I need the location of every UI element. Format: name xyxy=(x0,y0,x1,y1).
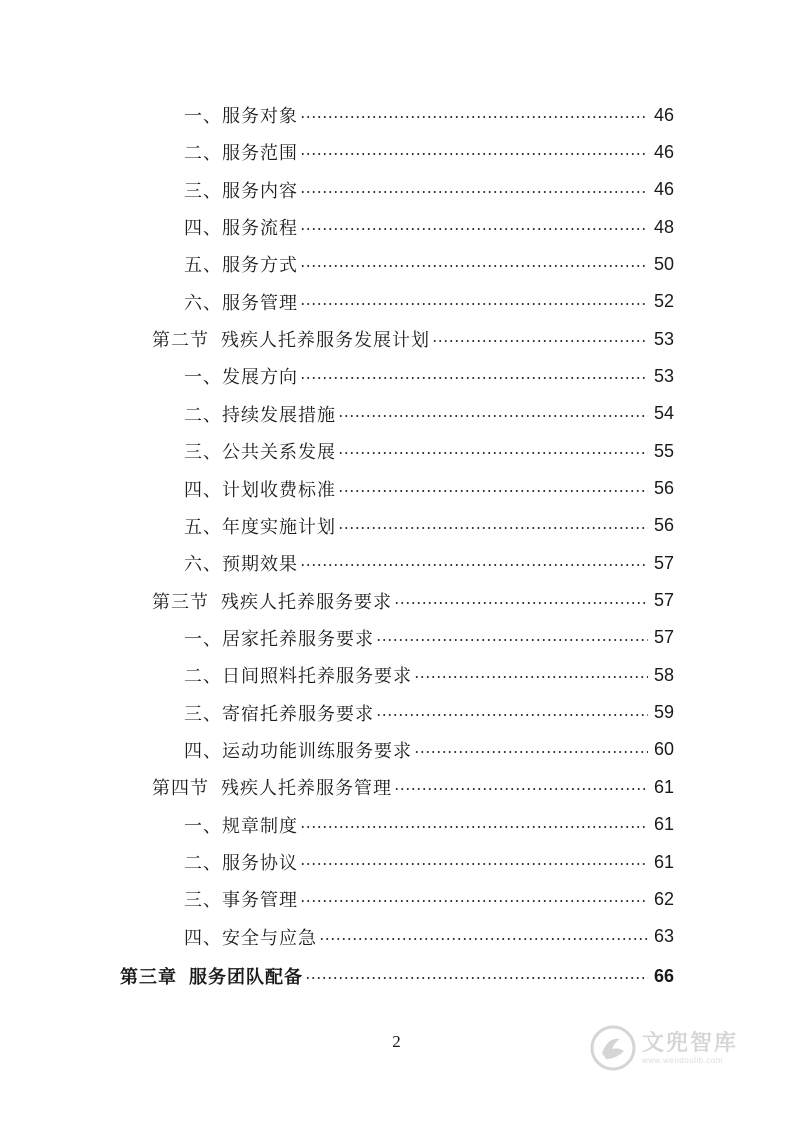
toc-entry[interactable] xyxy=(184,100,674,130)
toc-entry-title: 服务对象 xyxy=(222,106,298,127)
toc-entry[interactable] xyxy=(184,847,674,877)
toc-entry-label xyxy=(184,886,298,912)
toc-entry-number: 五、 xyxy=(184,516,222,538)
toc-entry-number: 三、 xyxy=(184,180,222,202)
toc-entry[interactable] xyxy=(120,961,674,991)
toc-dot-leader xyxy=(305,977,648,979)
toc-entry-label xyxy=(184,214,298,240)
toc-entry-label xyxy=(152,588,392,614)
toc-entry-number: 四、 xyxy=(184,927,222,949)
toc-entry-label xyxy=(184,251,298,277)
toc-entry-number: 二、 xyxy=(184,143,222,165)
toc-dot-leader xyxy=(319,938,648,940)
toc-entry-title: 寄宿托养服务要求 xyxy=(222,703,374,725)
toc-entry-title: 残疾人托养服务管理 xyxy=(221,778,392,800)
toc-entry[interactable] xyxy=(184,698,674,728)
toc-entry-title: 服务流程 xyxy=(222,218,298,240)
toc-dot-leader xyxy=(338,415,648,417)
toc-entry-label xyxy=(184,700,374,726)
toc-entry-title: 规章制度 xyxy=(222,815,298,837)
toc-entry-number: 第三章 xyxy=(120,967,177,989)
toc-dot-leader xyxy=(338,527,648,529)
toc-entry-title: 年度实施计划 xyxy=(222,516,336,538)
toc-dot-leader xyxy=(376,639,648,641)
toc-entry-title: 居家托养服务要求 xyxy=(222,628,374,650)
toc-entry-label xyxy=(184,102,298,128)
toc-entry[interactable] xyxy=(184,660,674,690)
watermark-url: www.wendoulib.com xyxy=(642,1055,723,1065)
toc-entry-label xyxy=(184,438,336,464)
toc-entry-label xyxy=(120,963,303,989)
toc-entry-number: 第四节 xyxy=(152,778,209,800)
toc-entry-label xyxy=(184,849,298,875)
toc-dot-leader xyxy=(300,265,648,267)
toc-entry-number: 四、 xyxy=(184,479,222,501)
toc-dot-leader xyxy=(376,714,648,716)
toc-entry[interactable] xyxy=(184,884,674,914)
toc-entry-page: 55 xyxy=(653,440,674,461)
toc-entry[interactable] xyxy=(184,922,674,952)
toc-dot-leader xyxy=(300,377,648,379)
toc-entry-label xyxy=(184,625,374,651)
toc-entry-title: 服务团队配备 xyxy=(189,967,303,989)
toc-entry-page: 62 xyxy=(653,888,674,909)
toc-entry[interactable] xyxy=(184,287,674,317)
toc-entry[interactable] xyxy=(184,361,674,391)
toc-entry-title: 发展方向 xyxy=(222,367,298,389)
toc-entry-label xyxy=(152,774,392,800)
toc-entry-label xyxy=(184,363,298,389)
toc-entry-label xyxy=(184,513,336,539)
toc-entry-number: 二、 xyxy=(184,666,222,688)
toc-entry-label xyxy=(184,550,298,576)
toc-entry-page: 46 xyxy=(653,104,674,125)
toc-dot-leader xyxy=(338,490,648,492)
toc-entry-label xyxy=(184,662,412,688)
toc-entry-label xyxy=(184,139,298,165)
toc-entry-title: 服务管理 xyxy=(222,292,298,314)
page-number: 2 xyxy=(392,1032,401,1051)
toc-entry-page: 46 xyxy=(653,141,674,162)
toc-entry-title: 残疾人托养服务要求 xyxy=(221,591,392,613)
toc-entry-title: 日间照料托养服务要求 xyxy=(222,666,412,688)
toc-entry-page: 58 xyxy=(653,664,674,685)
toc-entry-number: 六、 xyxy=(184,554,222,576)
toc-entry-number: 六、 xyxy=(184,292,222,314)
toc-entry-page: 46 xyxy=(653,179,674,200)
toc-entry[interactable] xyxy=(152,586,674,616)
watermark xyxy=(590,1022,770,1074)
toc-entry-label xyxy=(152,326,430,352)
toc-entry-page: 57 xyxy=(653,627,674,648)
toc-entry[interactable] xyxy=(184,623,674,653)
toc-entry-number: 第三节 xyxy=(152,591,209,613)
toc-dot-leader xyxy=(300,564,648,566)
toc-dot-leader xyxy=(300,191,648,193)
toc-entry-title: 公共关系发展 xyxy=(222,442,336,464)
toc-entry-title: 预期效果 xyxy=(222,554,298,576)
toc-dot-leader xyxy=(300,303,648,305)
toc-entry-label xyxy=(184,177,298,203)
toc-entry-number: 三、 xyxy=(184,890,222,912)
toc-entry-page: 48 xyxy=(653,216,674,237)
toc-dot-leader xyxy=(300,863,648,865)
toc-entry-number: 三、 xyxy=(184,442,222,464)
toc-entry-label xyxy=(184,737,412,763)
toc-entry-page: 61 xyxy=(653,814,674,835)
toc-dot-leader xyxy=(394,788,648,790)
toc-entry-title: 运动功能训练服务要求 xyxy=(222,740,412,762)
toc-entry-page: 66 xyxy=(653,965,674,986)
toc-entry[interactable] xyxy=(184,474,674,504)
toc-entry-page: 60 xyxy=(653,739,674,760)
toc-entry-title: 安全与应急 xyxy=(222,927,317,949)
toc-entry-page: 63 xyxy=(653,926,674,947)
toc-entry[interactable] xyxy=(184,436,674,466)
toc-entry-label xyxy=(184,476,336,502)
toc-dot-leader xyxy=(338,452,648,454)
toc-entry[interactable] xyxy=(184,735,674,765)
toc-dot-leader xyxy=(414,676,648,678)
toc-entry[interactable] xyxy=(184,548,674,578)
toc-dot-leader xyxy=(300,826,648,828)
toc-entry-label xyxy=(184,289,298,315)
toc-entry-number: 五、 xyxy=(184,255,222,277)
toc-entry[interactable] xyxy=(184,399,674,429)
toc-entry-page: 57 xyxy=(653,590,674,611)
toc-dot-leader xyxy=(394,602,648,604)
toc-dot-leader xyxy=(414,751,648,753)
toc-entry-number: 一、 xyxy=(184,367,222,389)
toc-entry-page: 53 xyxy=(653,365,674,386)
toc-dot-leader xyxy=(300,900,648,902)
toc-entry[interactable] xyxy=(184,137,674,167)
toc-entry-page: 61 xyxy=(653,776,674,797)
toc-entry-title: 服务范围 xyxy=(222,143,298,165)
toc-entry-title: 残疾人托养服务发展计划 xyxy=(221,330,430,352)
toc-entry-label xyxy=(184,812,298,838)
toc-entry-number: 四、 xyxy=(184,740,222,762)
toc-entry[interactable] xyxy=(184,175,674,205)
toc-entry-title: 持续发展措施 xyxy=(222,404,336,426)
toc-dot-leader xyxy=(300,116,648,118)
toc-entry-page: 61 xyxy=(653,851,674,872)
toc-entry-number: 一、 xyxy=(184,628,222,650)
toc-entry-title: 计划收费标准 xyxy=(222,479,336,501)
toc-entry[interactable] xyxy=(184,249,674,279)
toc-entry-number: 一、 xyxy=(184,815,222,837)
toc-entry-page: 59 xyxy=(653,702,674,723)
toc-entry[interactable] xyxy=(152,772,674,802)
toc-entry-number: 一、 xyxy=(184,106,222,127)
toc-entry-page: 54 xyxy=(653,403,674,424)
toc-dot-leader xyxy=(300,228,648,230)
toc-entry[interactable] xyxy=(184,511,674,541)
toc-entry[interactable] xyxy=(152,324,674,354)
toc-entry-page: 50 xyxy=(653,253,674,274)
toc-entry-number: 二、 xyxy=(184,404,222,426)
toc-dot-leader xyxy=(300,153,648,155)
toc-entry-page: 56 xyxy=(653,478,674,498)
toc-entry-label xyxy=(184,401,336,427)
watermark-name: 文兜智库 xyxy=(642,1030,739,1056)
toc-entry-page: 52 xyxy=(653,291,674,312)
toc-entry[interactable] xyxy=(184,212,674,242)
toc-entry-page: 57 xyxy=(653,552,674,573)
toc-entry-number: 三、 xyxy=(184,703,222,725)
toc-entry[interactable] xyxy=(184,810,674,840)
toc-entry-number: 第二节 xyxy=(152,330,209,352)
toc-dot-leader xyxy=(432,340,648,342)
toc-entry-title: 服务内容 xyxy=(222,180,298,202)
toc-entry-title: 服务方式 xyxy=(222,255,298,277)
toc-entry-label xyxy=(184,924,317,950)
toc-entry-title: 服务协议 xyxy=(222,853,298,874)
toc-entry-page: 53 xyxy=(653,328,674,349)
toc-entry-page: 56 xyxy=(653,515,674,536)
toc-entry-number: 二、 xyxy=(184,853,222,874)
wendou-logo-icon xyxy=(590,1025,636,1071)
toc-entry-number: 四、 xyxy=(184,218,222,240)
toc-entry-title: 事务管理 xyxy=(222,890,298,912)
